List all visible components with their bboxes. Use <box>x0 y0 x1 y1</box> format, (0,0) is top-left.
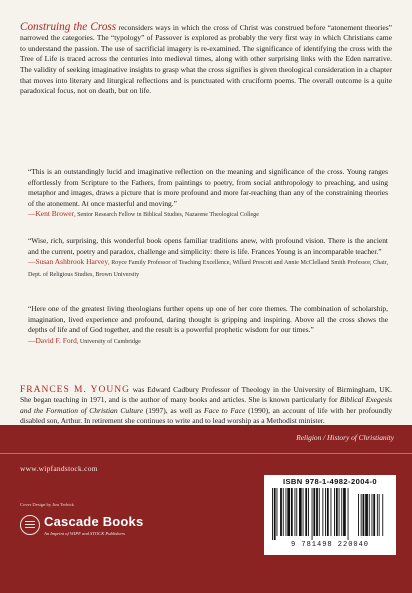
publisher-name: Cascade Books <box>44 514 144 529</box>
bio-text: was Edward Cadbury Professor of Theology in the University of Birmingham, UK. She began teaching in 1971, and is the author of many books and articles. She is known particularly for <box>20 384 393 405</box>
endorsement-quote <box>28 167 388 220</box>
publisher-website: www.wipfandstock.com <box>20 464 98 473</box>
quote-author-role: , Senior Research Fellow in Biblical Studies, Nazarene Theological College <box>74 212 259 219</box>
bio-book-title: Biblical Exegesis and the Formation of Christian Culture <box>20 395 393 415</box>
author-name: FRANCES M. YOUNG <box>20 384 130 395</box>
bio-text: (1990), an account of life with her profoundly disabled son, Arthur. In retirement she continues to write and to lead worship as a Methodist minister. <box>20 405 393 426</box>
barcode-digits: 9 781498 220040 <box>290 541 369 549</box>
bio-book-title: Face to Face <box>204 405 246 415</box>
book-description <box>20 22 392 97</box>
endorsement-quote <box>28 236 388 280</box>
publisher-tagline: An Imprint of WIPF and STOCK Publishers <box>44 531 126 536</box>
quote-author: —Susan Ashbrook Harvey <box>28 257 109 267</box>
subject-category: Religion / History of Christianity <box>296 433 394 442</box>
author-bio <box>20 385 392 427</box>
barcode-icon <box>272 488 388 540</box>
description-body: reconsiders ways in which the cross of Christ was construed before “atonement theories” narrowed the categories. The “typology” of Passover is explored as probably the very first way in which Christians came to understand the passion. The use of sacrificial imagery is re-examined. The significance of identifying the cross with the Tree of Life is traced across the centuries into medieval times, along with other surprising links with the Eden narrative. The validity of seeking imaginative insights to grasp what the cross signifies is given theological consideration in a chapter that moves into literary and liturgical reflections and is punctuated with cruciform poems. The overall outcome is a quite paradoxical focus, not on death, but on life. <box>20 22 392 96</box>
endorsement-quote <box>28 304 388 347</box>
quote-text: “Here one of the greatest living theologians further opens up one of her core themes. The combination of scholarship, imagination, lived experience and profound, daring thought is gripping and inspiring. Above all the cross shows the depths of life and of God together, and the result is a powerful prophetic wisdom for our times.” <box>28 304 388 335</box>
quote-text: “Wise, rich, surprising, this wonderful book opens familiar traditions anew, with profound vision. There is the ancient and the current, poetry and paradox, challenge and simplicity: there is life. Frances Young is an incomparable teacher.” <box>28 236 388 256</box>
quote-author-role: , University of Cambridge <box>76 338 141 345</box>
isbn-label: ISBN 978-1-4982-2004-0 <box>282 477 378 486</box>
barcode-panel <box>264 475 396 555</box>
publisher-band <box>0 425 412 593</box>
quote-author: —Kent Brower <box>28 209 75 219</box>
book-title: Construing the Cross <box>20 20 117 33</box>
band-divider <box>0 453 412 454</box>
publisher-logo <box>20 512 144 540</box>
quote-author: —David F. Ford <box>28 335 77 345</box>
quote-text: “This is an outstandingly lucid and imaginative reflection on the meaning and significance of the cross. Young ranges effortlessly from Scripture to the Fathers, from paintings to poetry, from social anthropology to preaching, and using metaphor and images, draws a picture that is more profound and more far-reaching than any of the constraining theories of the atonement. At once masterful and moving.” <box>28 167 388 208</box>
cover-design-credit: Cover Design by Jim Tedrick <box>20 502 74 507</box>
bio-text: (1997), as well as <box>143 405 205 415</box>
publisher-logo-icon <box>20 515 40 535</box>
quote-author-role: , Royce Family Professor of Teaching Excellence, Willard Prescott and Annie McClelland Smith Professor, Chair, Dept. of Religious Studies, Brown University <box>28 260 388 278</box>
